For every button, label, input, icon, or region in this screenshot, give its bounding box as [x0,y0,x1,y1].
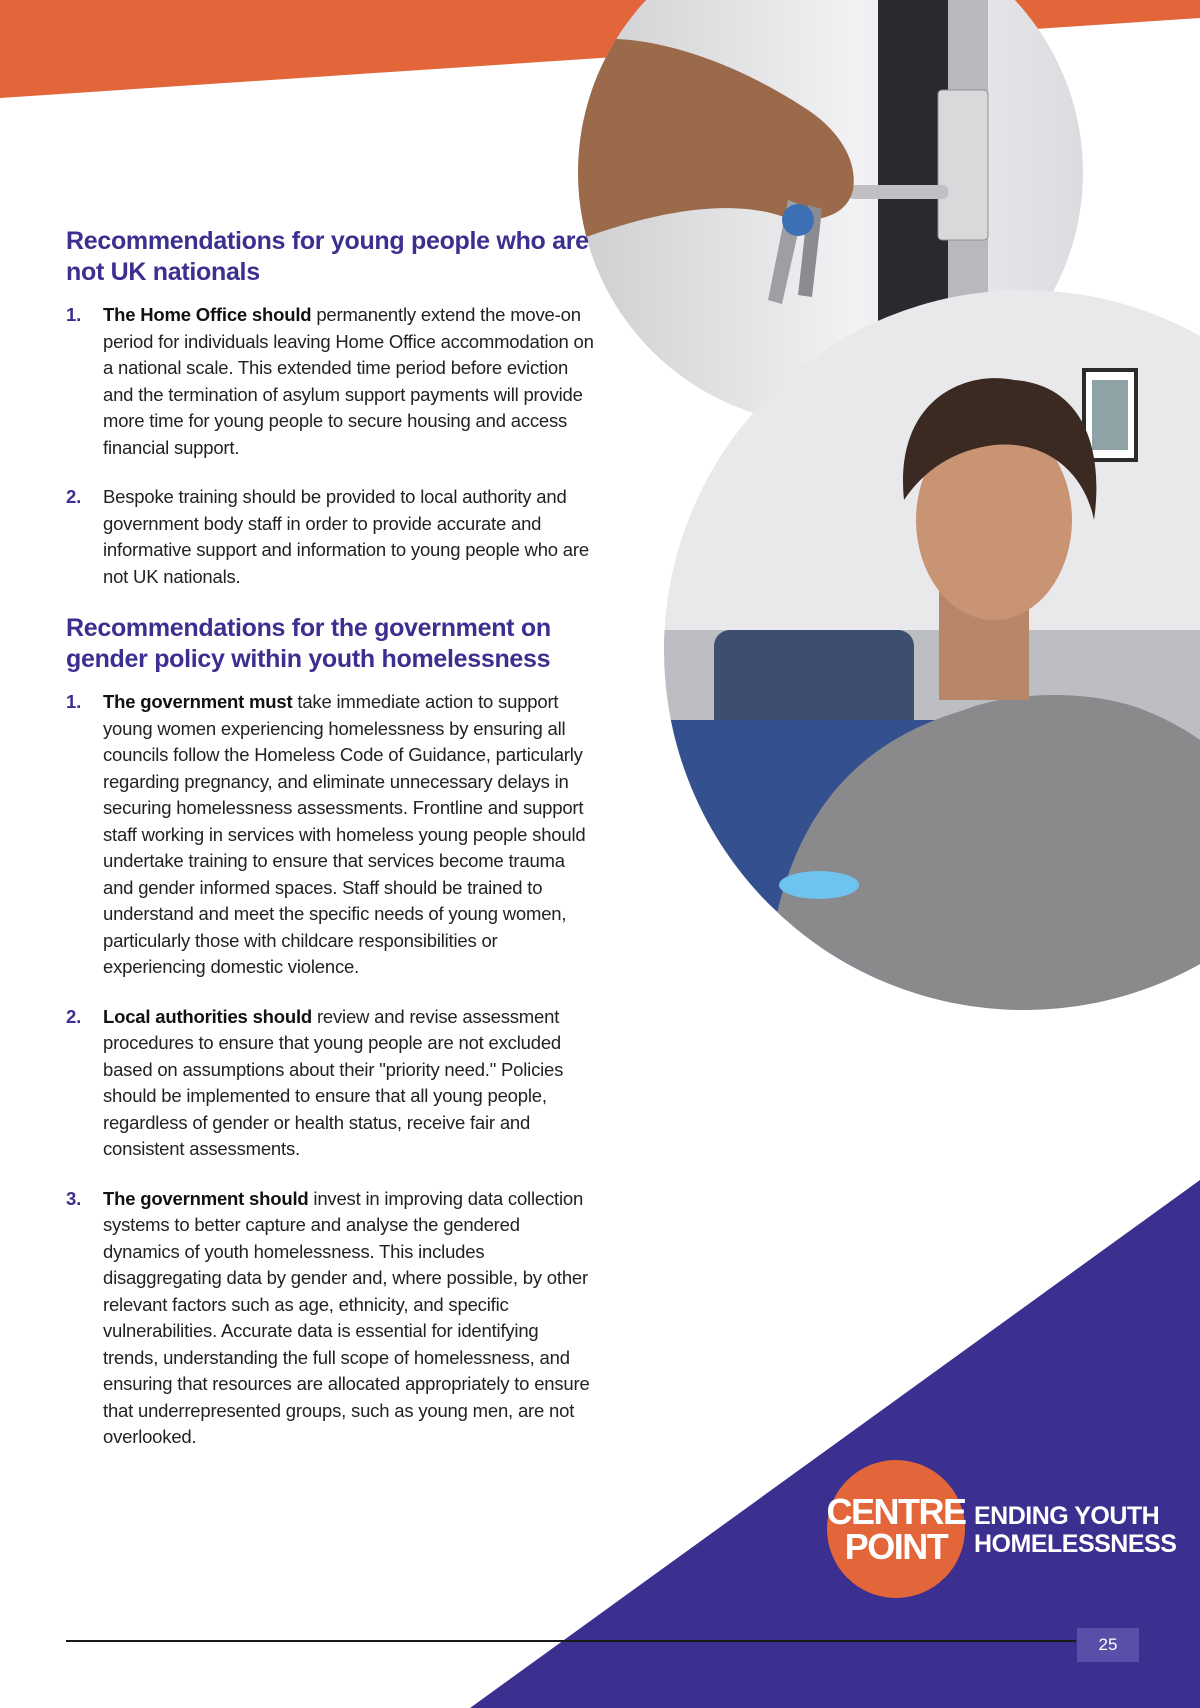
lead-text: The government should [103,1187,309,1209]
body-text: invest in improving data collection systems to better capture and analyse the gendered dynamics of youth homelessness. This includes disaggregating data by gender and, where possible, by other relevant factors such as age, ethnicity, and specific vulnerabilities. Accurate data is essential for identifying trends, understanding the full scope of homelessness, and ensuring that resources are allocated appropriately to ensure that underrepresented groups, such as young men, are not overlooked. [103,1187,590,1447]
list-item [66,689,596,981]
list-item [66,302,596,461]
centrepoint-logo[interactable] [827,1460,965,1598]
section-non-uk-nationals [66,226,596,590]
body-text: take immediate action to support young women experiencing homelessness by ensuring all councils follow the Homeless Code of Guidance, particularly regarding pregnancy, and eliminate unnecessary delays in securing homelessness assessments. Frontline and support staff working in services with homeless young people should undertake training to ensure that services become trauma and gender informed spaces. Staff should be trained to understand and meet the specific needs of young women, particularly those with childcare responsibilities or experiencing domestic violence. [103,691,586,977]
body-text: review and revise assessment procedures to ensure that young people are not excluded based on assumptions about their "priority need." Policies should be implemented to ensure that all young people, regardless of gender or health status, receive fair and consistent assessments. [103,1005,564,1159]
list-item [66,1004,596,1163]
list-number: 1. [66,691,82,712]
logo-tagline [974,1502,1176,1558]
logo-line-2: POINT [844,1526,948,1567]
section-heading: Recommendations for young people who are not UK nationals [66,227,589,286]
lead-text: The Home Office should [103,304,312,325]
list-item [66,1186,596,1451]
logo-line-1: CENTRE [826,1491,966,1532]
body-text: permanently extend the move-on period for individuals leaving Home Office accommodation on a national scale. This extended time period before eviction and the termination of asylum support payments will provide more time for young people to secure housing and access financial support. [103,304,594,458]
recommendation-list [66,302,596,590]
page-number: 25 [1077,1628,1139,1662]
list-number: 1. [66,304,82,325]
tagline-line-2: HOMELESSNESS [974,1530,1177,1558]
lead-text: Local authorities should [103,1005,312,1027]
list-number: 2. [66,1005,82,1027]
list-item [66,484,596,590]
body-text: Bespoke training should be provided to local authority and government body staff in order to provide accurate and informative support and information to young people who are not UK nationals. [103,486,589,587]
lead-text: The government must [103,691,293,712]
list-number: 3. [66,1187,82,1209]
section-heading: Recommendations for the government on gender policy within youth homelessness [66,614,551,673]
recommendations-column [66,226,596,1474]
list-number: 2. [66,486,82,507]
recommendation-list [66,689,596,1451]
section-gender-policy [66,613,596,1451]
footer-rule [66,1640,1076,1642]
tagline-line-1: ENDING YOUTH [974,1502,1160,1530]
